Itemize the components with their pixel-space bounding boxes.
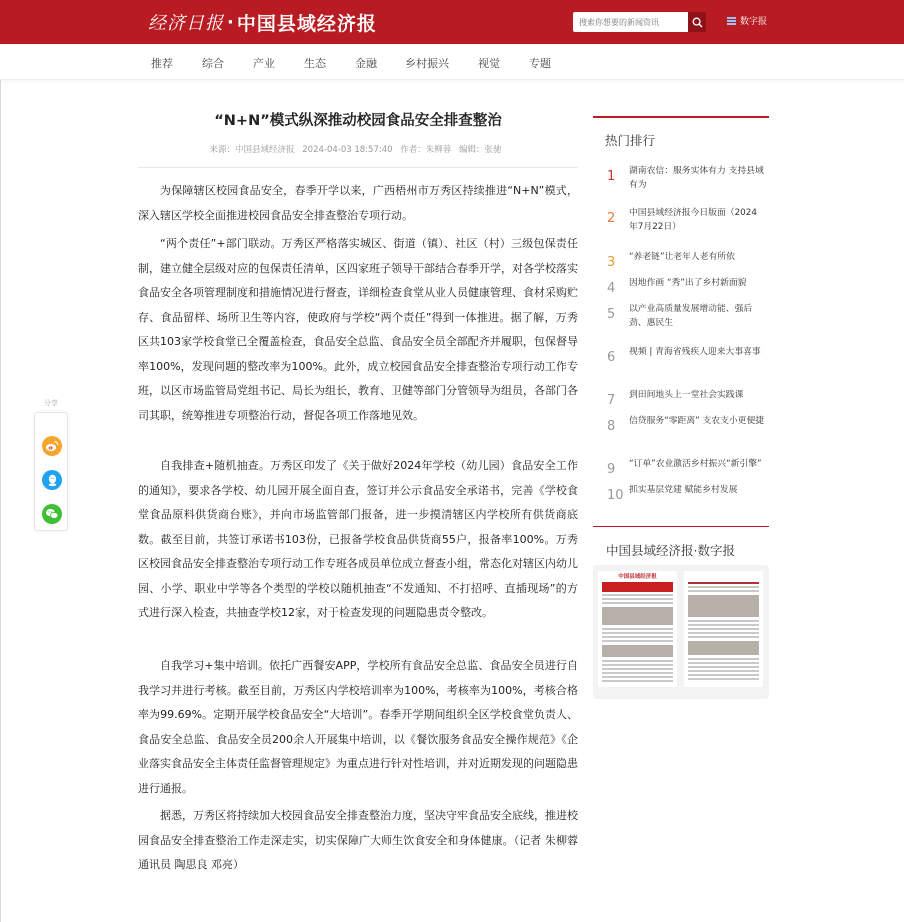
hot-ranking-title: 热门排行: [605, 133, 656, 148]
logo-calligraphy: 经济日报: [148, 13, 224, 34]
hot-list-item[interactable]: [607, 345, 765, 365]
article-meta: [138, 143, 578, 155]
share-label: 分享: [44, 399, 58, 407]
newspaper-masthead: 中国县域经济报: [618, 573, 657, 580]
hot-list-item[interactable]: [607, 414, 765, 434]
hot-ranking-bottom-border: [593, 526, 769, 527]
weibo-icon: [45, 440, 59, 452]
hot-rank-number: 3: [607, 255, 616, 270]
main-nav: [0, 44, 904, 80]
article-author: 作者：朱柳蓉: [400, 145, 452, 155]
share-panel: [34, 412, 68, 531]
hot-item-title[interactable]: 因地作画 “秀”出了乡村新面貌: [629, 278, 747, 288]
newspaper-masthead: [684, 571, 763, 580]
logo-dot: ·: [227, 11, 234, 33]
hot-item-title[interactable]: 抓实基层党建 赋能乡村发展: [629, 485, 738, 495]
nav-item-recommend[interactable]: 推荐: [151, 57, 173, 70]
hot-rank-number: 1: [607, 169, 616, 184]
hot-list-item[interactable]: [607, 276, 765, 296]
hot-rank-number: 5: [607, 307, 616, 322]
search-button[interactable]: [688, 12, 706, 32]
menu-icon: [727, 17, 736, 25]
search-input[interactable]: [573, 12, 688, 32]
hot-item-title[interactable]: 湖南农信：服务实体有力 支持县域有为: [629, 166, 764, 190]
nav-item-rural[interactable]: 乡村振兴: [405, 57, 449, 70]
hot-list-item[interactable]: [607, 388, 765, 408]
hot-rank-number: 2: [607, 211, 616, 226]
hot-list-item[interactable]: [607, 250, 765, 270]
qq-icon: [47, 474, 58, 487]
title-divider: [138, 167, 578, 168]
nav-item-industry[interactable]: 产业: [253, 57, 275, 70]
hot-rank-number: 9: [607, 462, 616, 477]
wechat-icon: [45, 508, 59, 520]
hot-rank-number: 6: [607, 350, 616, 365]
digital-edition-label: 数字报: [740, 17, 768, 27]
hot-rank-number: 4: [607, 281, 616, 296]
hot-rank-number: 7: [607, 393, 616, 408]
hot-item-title[interactable]: 到田间地头上一堂社会实践课: [629, 390, 744, 400]
top-header-bar: [0, 0, 904, 44]
share-qq-button[interactable]: [42, 470, 62, 490]
site-logo[interactable]: [148, 9, 377, 35]
article-source: 来源：中国县域经济报: [209, 145, 295, 155]
hot-item-title[interactable]: 以产业高质量发展增动能、强后劲、惠民生: [629, 304, 753, 328]
nav-item-finance[interactable]: 金融: [355, 57, 377, 70]
share-weibo-button[interactable]: [42, 436, 62, 456]
hot-item-title[interactable]: 中国县域经济报今日版面（2024年7月22日）: [629, 208, 757, 232]
hot-ranking: [593, 116, 769, 157]
nav-item-topics[interactable]: 专题: [529, 57, 551, 70]
nav-item-visual[interactable]: 视觉: [478, 57, 500, 70]
article-paragraph: 据悉，万秀区将持续加大校园食品安全排查整治力度，坚决守牢食品安全底线，推进校园食品安全排查整治工作走深走实，切实保障广大师生饮食安全和身体健康。（记者 朱柳蓉 通讯员 陶思良 邓亮）: [138, 809, 578, 871]
hot-item-title[interactable]: 信贷服务“零距离” 支农支小更便捷: [629, 416, 765, 426]
logo-paper-name: 中国县域经济报: [236, 12, 377, 35]
digital-edition-thumbnails: [593, 565, 769, 699]
page-left-border: [0, 80, 1, 922]
hot-rank-number: 8: [607, 419, 616, 434]
share-sidebar: [34, 398, 68, 531]
hot-item-title[interactable]: “养老链”让老年人老有所依: [629, 252, 735, 262]
hot-list-item[interactable]: [607, 483, 765, 503]
article-paragraph: 自我排查+随机抽查。万秀区印发了《关于做好2024年学校（幼儿园）食品安全工作的通知》，要求各学校、幼儿园开展全面自查，签订并公示食品安全承诺书，完善《学校食堂食品原料供货商台账》，并向市场监管部门报备，进一步摸清辖区内学校所有供货商底数。截至目前，共签订承诺书103份，已报备学校食品供货商55户，报备率100%。万秀区校园食品安全排查整治专项行动工作专班各成员单位成立督查小组，常态化对辖区内幼儿园、小学、职业中学等各个类型的学校以随机抽查“不发通知、不打招呼、直插现场”的方式进行深入检查，共抽查学校12家，对于检查发现的问题隐患责令整改。: [138, 459, 578, 619]
hot-list-item[interactable]: [607, 302, 765, 330]
digital-edition-title: 中国县域经济报·数字报: [606, 543, 735, 558]
hot-list-item[interactable]: [607, 206, 765, 234]
nav-item-general[interactable]: 综合: [202, 57, 224, 70]
hot-item-title[interactable]: 视频 | 青海省残疾人迎来大事喜事: [629, 347, 761, 357]
article-paragraph: 为保障辖区校园食品安全，春季开学以来，广西梧州市万秀区持续推进“N+N”模式，深入辖区学校全面推进校园食品安全排查整治专项行动。: [138, 184, 578, 222]
article-editor: 编辑：张驰: [458, 145, 502, 155]
newspaper-page-thumb[interactable]: [684, 571, 763, 687]
newspaper-page-thumb[interactable]: [598, 571, 677, 687]
article-title: “N+N”模式纵深推动校园食品安全排查整治: [214, 113, 502, 129]
hot-rank-number: 10: [607, 488, 624, 503]
hot-item-title[interactable]: “订单”农业激活乡村振兴“新引擎”: [629, 459, 762, 469]
nav-item-ecology[interactable]: 生态: [304, 57, 326, 70]
digital-edition-link[interactable]: [727, 14, 767, 27]
share-wechat-button[interactable]: [42, 504, 62, 524]
hot-list-item[interactable]: [607, 164, 765, 192]
search-icon: [692, 17, 703, 28]
hot-list-item[interactable]: [607, 457, 765, 477]
hot-ranking-top-border: [593, 116, 769, 118]
article-paragraph: 自我学习+集中培训。依托广西餐安APP，学校所有食品安全总监、食品安全员进行自我学习并进行考核。截至目前，万秀区内学校培训率为100%，考核率为100%，考核合格率为99.69%。定期开展学校食品安全“大培训”。春季开学期间组织全区学校食堂负责人、食品安全总监、食品安全员200余人开展集中培训，以《餐饮服务食品安全操作规范》《企业落实食品安全主体责任监督管理规定》为重点进行针对性培训，并对近期发现的问题隐患进行通报。: [138, 659, 578, 795]
article-datetime: 2024-04-03 18:57:40: [302, 145, 393, 155]
article-paragraph: “两个责任”+部门联动。万秀区严格落实城区、街道（镇）、社区（村）三级包保责任制，建立健全层级对应的包保责任清单，区四家班子领导干部结合春季开学，对各学校落实食品安全各项管理制度和措施情况进行督查，详细检查食堂从业人员健康管理、食材采购贮存、食品留样、场所卫生等内容，使政府与学校“两个责任”得到一体推进。据了解，万秀区共103家学校食堂已全覆盖检查，食品安全总监、食品安全员全部配齐并履职，包保督导率100%，发现问题的整改率为100%。此外，成立校园食品安全排查整治专项行动工作专班，以区市场监管局党组书记、局长为组长，教育、卫健等部门分管领导为组员，各部门各司其职，统筹推进专项整治行动，督促各项工作落地见效。: [138, 237, 578, 422]
